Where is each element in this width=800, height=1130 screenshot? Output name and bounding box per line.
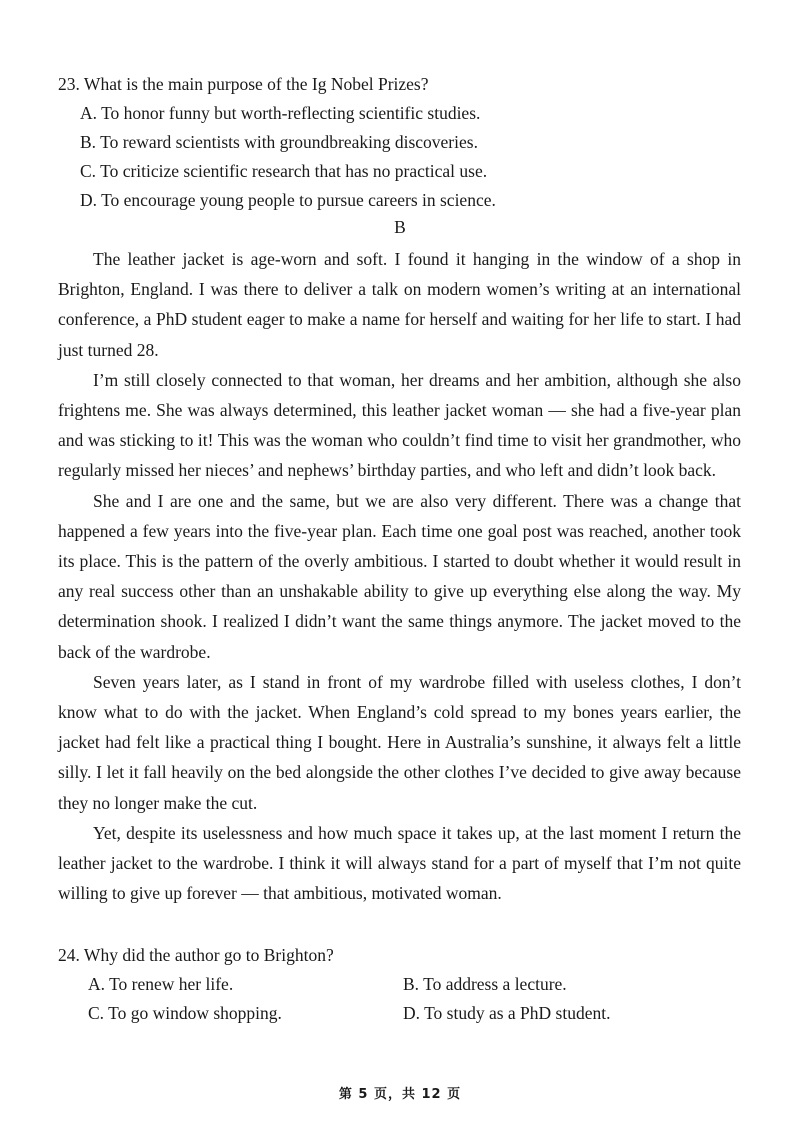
question-23-option-d: D. To encourage young people to pursue careers in science.: [80, 190, 496, 210]
passage-paragraph-2: I’m still closely connected to that woman, her dreams and her ambition, although she also frightens me. She was always determined, this leather jacket woman — she had a five-year plan and was sticking to it! This was the woman who couldn’t find time to visit her grandmother, who regularly missed her nieces’ and nephews’ birthday parties, and who left and didn’t look back.: [58, 369, 741, 481]
section-heading-b: B: [394, 217, 406, 237]
page-number-footer: 第 5 页，共 12 页: [338, 1087, 462, 1102]
passage-paragraph-4: Seven years later, as I stand in front of my wardrobe filled with useless clothes, I don’t know what to do with the jacket. When England’s cold spread to my bones years earlier, the jacket had felt like a practical thing I bought. Here in Australia’s sunshine, it always felt a little silly. I let it fall heavily on the bed alongside the other clothes I’ve decided to give away because they no longer make the cut.: [58, 671, 741, 813]
question-24-option-d: D. To study as a PhD student.: [403, 1003, 611, 1023]
question-24-stem: 24. Why did the author go to Brighton?: [58, 945, 334, 965]
question-24-option-c: C. To go window shopping.: [88, 1003, 282, 1023]
passage-paragraph-3: She and I are one and the same, but we are also very different. There was a change that happened a few years into the five-year plan. Each time one goal post was reached, another took its place. This is the pattern of the overly ambitious. I started to doubt whether it would result in any real success other than an unshakable ability to give up everything else along the way. My determination shook. I realized I didn’t want the same things anymore. The jacket moved to the back of the wardrobe.: [58, 490, 741, 662]
question-23-option-b: B. To reward scientists with groundbreaking discoveries.: [80, 132, 478, 152]
question-23-stem: 23. What is the main purpose of the Ig Nobel Prizes?: [58, 74, 429, 94]
question-23: [58, 70, 758, 215]
passage-paragraph-5: Yet, despite its uselessness and how much space it takes up, at the last moment I return the leather jacket to the wardrobe. I think it will always stand for a part of myself that I’m not quite willing to give up forever — that ambitious, motivated woman.: [58, 822, 741, 904]
question-24-option-a: A. To renew her life.: [88, 974, 234, 994]
question-24-options-row-2: [58, 999, 758, 1028]
reading-passage: [58, 244, 741, 908]
passage-paragraph-1: The leather jacket is age-worn and soft. I found it hanging in the window of a shop in Brighton, England. I was there to deliver a talk on modern women’s writing at an international conference, a PhD student eager to make a name for herself and waiting for her life to start. I had just turned 28.: [58, 249, 741, 360]
question-24: [58, 941, 758, 1028]
question-23-option-a: A. To honor funny but worth-reflecting scientific studies.: [80, 103, 481, 123]
question-24-options-row-1: [58, 970, 758, 999]
question-24-option-b: B. To address a lecture.: [403, 974, 567, 994]
question-23-option-c: C. To criticize scientific research that has no practical use.: [80, 161, 488, 181]
